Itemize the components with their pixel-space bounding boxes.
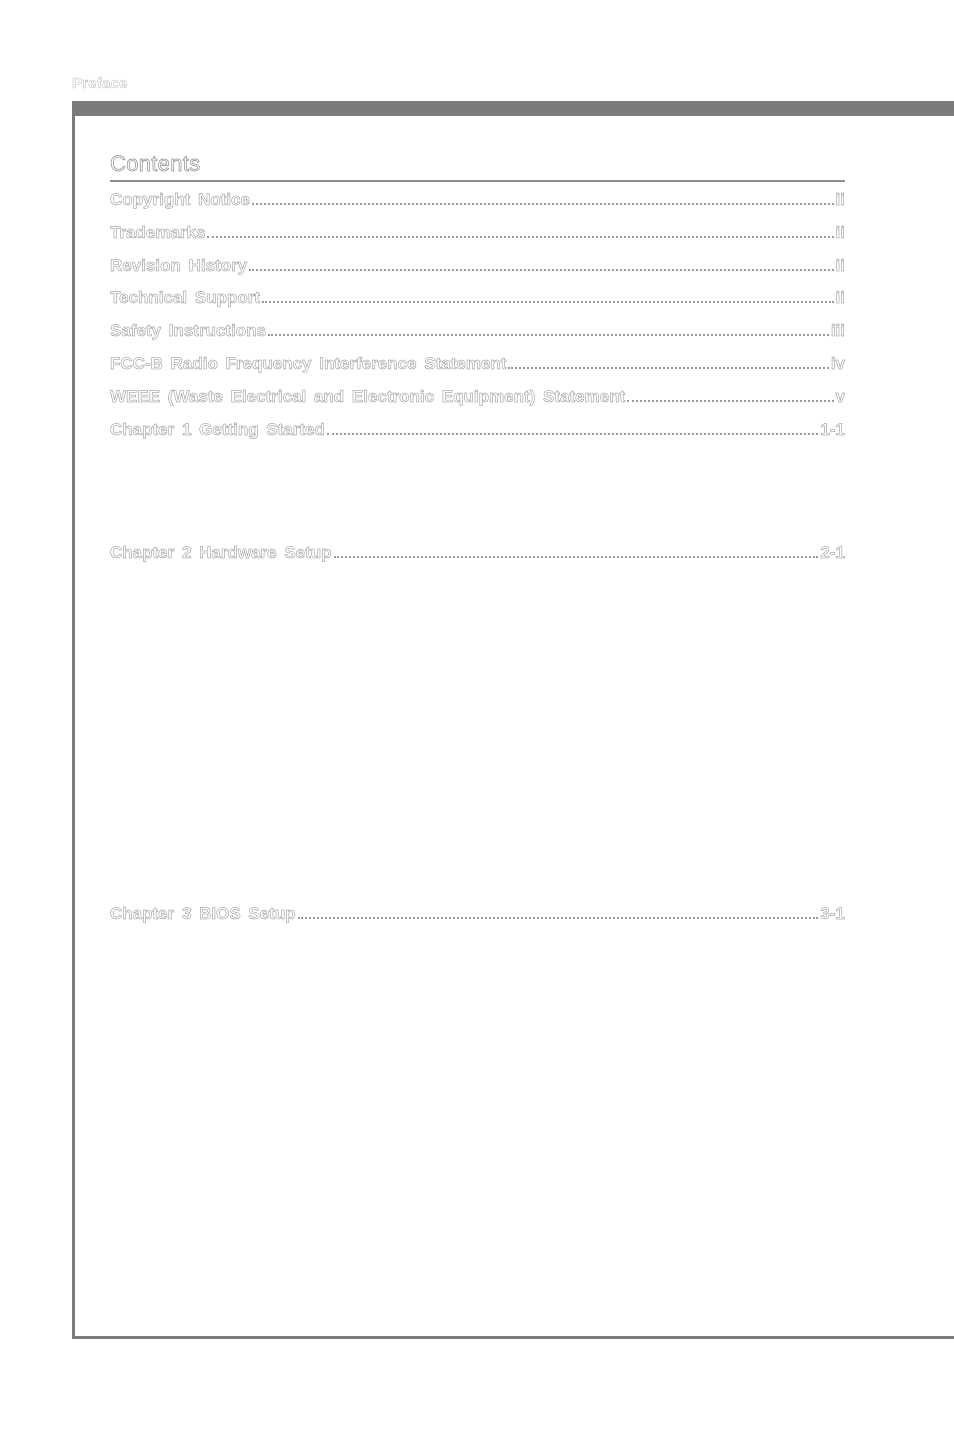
bottom-border-rule: [72, 1336, 954, 1339]
toc-entry-label: Chapter 2 Hardware Setup: [110, 543, 332, 562]
toc-entry-chapter-2[interactable]: [110, 539, 845, 563]
contents-title: Contents: [110, 151, 201, 176]
toc-entry-label: Chapter 1 Getting Started: [110, 420, 325, 439]
toc-leader-dots: [207, 235, 833, 238]
toc-entry-page: v: [835, 387, 845, 406]
header-bar: [72, 101, 954, 116]
toc-entry-label: Revision History: [110, 256, 248, 275]
toc-entry-label: Trademarks: [110, 223, 206, 242]
toc-entry-label: Safety Instructions: [110, 321, 267, 340]
toc-entry-page: 3-1: [820, 904, 845, 923]
toc-leader-dots: [627, 399, 833, 402]
toc-entry-label: Copyright Notice: [110, 190, 250, 209]
toc-entry-chapter-1[interactable]: [110, 416, 845, 440]
toc-leader-dots: [334, 555, 819, 558]
toc-entry-page: 2-1: [820, 543, 845, 562]
toc-leader-dots: [327, 432, 819, 435]
toc-entry-page: iv: [830, 354, 845, 373]
toc-leader-dots: [262, 300, 834, 303]
running-header: Preface: [72, 75, 128, 92]
toc-leader-dots: [508, 366, 828, 369]
toc-entry-page: ii: [835, 190, 845, 209]
toc-entry-label: Technical Support: [110, 288, 261, 307]
toc-entry-label: Chapter 3 BIOS Setup: [110, 904, 296, 923]
toc-entry-safety-instructions[interactable]: [110, 317, 845, 341]
toc-leader-dots: [298, 916, 819, 919]
toc-leader-dots: [252, 202, 834, 205]
toc-entry-technical-support[interactable]: [110, 284, 845, 308]
toc-entry-page: 1-1: [820, 420, 845, 439]
toc-entry-chapter-3[interactable]: [110, 900, 845, 924]
toc-entry-page: iii: [830, 321, 845, 340]
toc-entry-label: FCC-B Radio Frequency Interference Statement: [110, 354, 507, 373]
toc-entry-page: ii: [835, 256, 845, 275]
toc-entry-label: WEEE (Waste Electrical and Electronic Equipment) Statement: [110, 387, 626, 406]
toc-leader-dots: [249, 268, 833, 271]
toc-leader-dots: [268, 333, 829, 336]
left-border-rule: [72, 101, 75, 1339]
toc-entry-weee-statement[interactable]: [110, 383, 845, 407]
contents-title-underline: [110, 180, 845, 182]
toc-entry-revision-history[interactable]: [110, 252, 845, 276]
toc-entry-page: ii: [835, 288, 845, 307]
toc-entry-trademarks[interactable]: [110, 219, 845, 243]
toc-entry-copyright-notice[interactable]: [110, 186, 845, 210]
toc-entry-fcc-statement[interactable]: [110, 350, 845, 374]
toc-entry-page: ii: [835, 223, 845, 242]
